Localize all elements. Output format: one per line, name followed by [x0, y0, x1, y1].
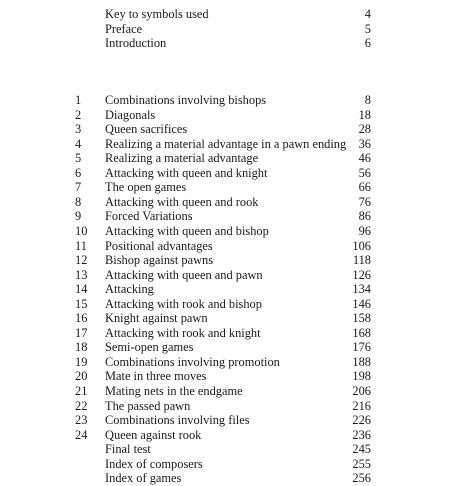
page-number: 134	[352, 282, 371, 297]
entry-title: Index of games	[105, 471, 182, 486]
entry-title: Attacking with queen and pawn	[105, 267, 263, 282]
toc-entry	[0, 253, 452, 268]
toc-entry	[0, 282, 452, 297]
entry-title: Queen against rook	[105, 427, 202, 442]
chapter-number: 7	[75, 180, 82, 195]
entry-title: Semi-open games	[105, 340, 194, 355]
toc-entry	[0, 22, 452, 37]
entry-title: Attacking with rook and knight	[105, 325, 261, 340]
entry-title: Introduction	[105, 36, 167, 51]
chapter-number: 2	[75, 107, 82, 122]
page-number: 106	[352, 238, 371, 253]
page-number: 8	[364, 93, 371, 107]
chapter-number: 3	[75, 122, 82, 137]
page-number: 4	[364, 7, 371, 21]
chapter-number: 1	[75, 93, 82, 107]
chapter-number: 12	[75, 253, 88, 268]
entry-title: Key to symbols used	[105, 7, 209, 21]
page-number: 6	[364, 36, 371, 51]
page-number: 216	[352, 398, 371, 413]
toc-entry	[0, 340, 452, 355]
entry-title: Combinations involving promotion	[105, 354, 280, 369]
entry-title: Diagonals	[105, 107, 156, 122]
entry-title: Knight against pawn	[105, 311, 208, 326]
chapter-number: 4	[75, 136, 82, 151]
entry-title: Combinations involving bishops	[105, 93, 267, 107]
entry-title: Realizing a material advantage	[105, 151, 259, 166]
chapter-number: 24	[75, 427, 88, 442]
toc-entry	[0, 239, 452, 254]
toc-entry	[0, 471, 452, 486]
chapter-number: 13	[75, 267, 88, 282]
toc-entry	[0, 399, 452, 414]
toc-entry	[0, 180, 452, 195]
toc-entry	[0, 413, 452, 428]
toc-entry	[0, 355, 452, 370]
page-number: 18	[358, 107, 371, 122]
entry-title: Bishop against pawns	[105, 253, 214, 268]
toc-entry	[0, 209, 452, 224]
page-number: 245	[352, 442, 371, 457]
entry-title: Realizing a material advantage in a pawn ending	[105, 136, 347, 151]
page-number: 206	[352, 384, 371, 398]
chapter-number: 9	[75, 209, 82, 224]
toc-entry	[0, 7, 452, 22]
chapter-number: 23	[75, 413, 88, 428]
toc-entry	[0, 384, 452, 399]
entry-title: Attacking with queen and bishop	[105, 223, 269, 238]
chapter-number: 22	[75, 398, 88, 413]
page-number: 66	[358, 180, 371, 195]
chapter-number: 17	[75, 325, 88, 340]
entry-title: Attacking with queen and rook	[105, 194, 259, 209]
page-number: 188	[352, 354, 371, 369]
entry-title: Attacking with queen and knight	[105, 165, 268, 180]
page-number: 5	[364, 21, 371, 36]
toc-entry	[0, 137, 452, 152]
entry-title: Mating nets in the endgame	[105, 384, 243, 398]
entry-title: Index of composers	[105, 456, 203, 471]
toc-entry	[0, 166, 452, 181]
toc-entry	[0, 151, 452, 166]
chapter-number: 10	[75, 223, 88, 238]
toc-entry	[0, 108, 452, 123]
page-number: 198	[352, 369, 371, 384]
entry-title: Queen sacrifices	[105, 122, 188, 137]
entry-title: Positional advantages	[105, 238, 213, 253]
entry-title: Attacking with rook and bishop	[105, 296, 262, 311]
toc-entry	[0, 428, 452, 443]
page-number: 158	[352, 311, 371, 326]
page-number: 46	[358, 151, 371, 166]
chapter-number: 19	[75, 354, 88, 369]
entry-title: The open games	[105, 180, 187, 195]
entry-title: Combinations involving files	[105, 413, 250, 428]
entry-title: Forced Variations	[105, 209, 193, 224]
entry-title: Attacking	[105, 282, 154, 297]
chapter-number: 20	[75, 369, 88, 384]
entry-title: The passed pawn	[105, 398, 191, 413]
page-number: 146	[352, 296, 371, 311]
chapter-number: 16	[75, 311, 88, 326]
chapter-number: 15	[75, 296, 88, 311]
toc-entry	[0, 93, 452, 108]
page-number: 86	[358, 209, 371, 224]
toc-entry	[0, 268, 452, 283]
toc-entry	[0, 311, 452, 326]
chapter-number: 18	[75, 340, 88, 355]
page-number: 36	[358, 136, 371, 151]
page-number: 28	[358, 122, 371, 137]
chapter-number: 11	[75, 238, 87, 253]
toc-entry	[0, 36, 452, 51]
toc-entry	[0, 297, 452, 312]
page-number: 236	[352, 427, 371, 442]
page-number: 76	[358, 194, 371, 209]
page-number: 118	[352, 253, 371, 268]
chapter-number: 14	[75, 282, 88, 297]
page-number: 255	[352, 456, 371, 471]
page-number: 126	[352, 267, 371, 282]
chapter-number: 6	[75, 165, 82, 180]
chapter-number: 8	[75, 194, 82, 209]
entry-title: Mate in three moves	[105, 369, 207, 384]
toc-entry	[0, 195, 452, 210]
toc-entry	[0, 326, 452, 341]
toc-entry	[0, 369, 452, 384]
page-number: 176	[352, 340, 371, 355]
chapter-number: 5	[75, 151, 82, 166]
toc-entry	[0, 224, 452, 239]
page-number: 56	[358, 165, 371, 180]
toc-entry	[0, 442, 452, 457]
chapter-number: 21	[75, 384, 88, 398]
toc-entry	[0, 122, 452, 137]
page-number: 256	[352, 471, 371, 486]
toc-entry	[0, 457, 452, 472]
page-number: 168	[352, 325, 371, 340]
entry-title: Preface	[105, 21, 143, 36]
page-number: 96	[358, 223, 371, 238]
entry-title: Final test	[105, 442, 151, 457]
page-number: 226	[352, 413, 371, 428]
